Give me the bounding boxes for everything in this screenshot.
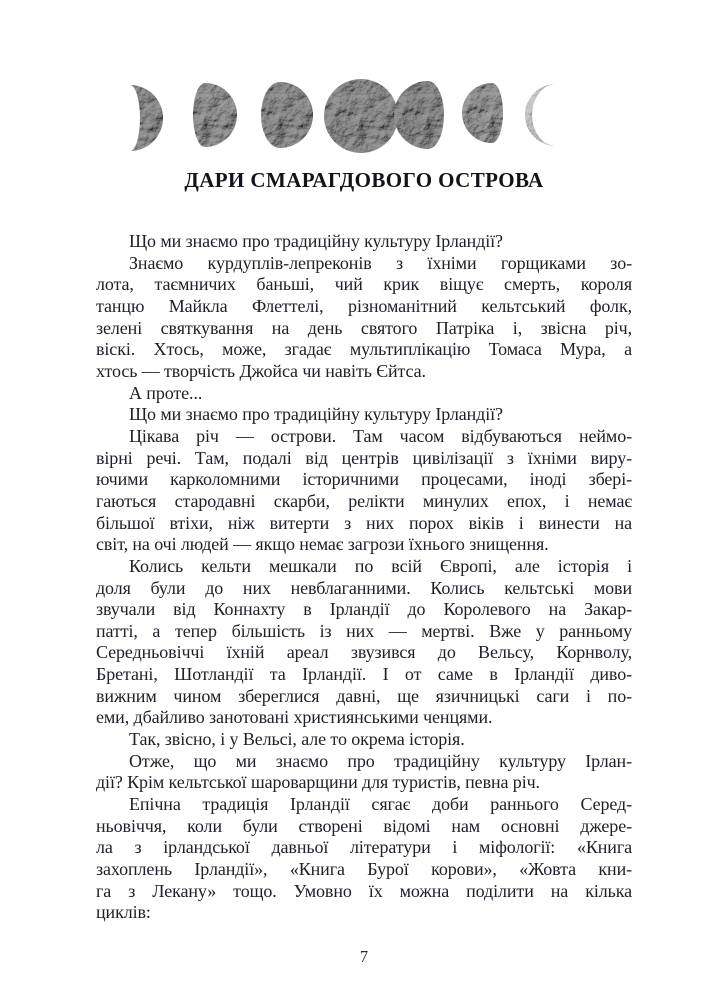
paragraph — [96, 253, 632, 383]
paragraph — [96, 231, 632, 253]
text-line: Що ми знаємо про традиційну культуру Ірландії? — [129, 404, 503, 425]
text-line: ючими карколомними історичними процесами, іноді збері- — [96, 469, 632, 490]
text-line: еми, дбайливо занотовані християнськими ченцями. — [96, 707, 493, 728]
text-line: Отже, що ми знаємо про традиційну культуру Ірлан- — [129, 750, 632, 771]
paragraph — [96, 404, 632, 426]
text-line: віскі. Хтось, може, згадає мультиплікацію Томаса Мура, а — [96, 339, 632, 360]
body-text — [96, 231, 632, 924]
waxing-crescent-moon — [130, 85, 163, 151]
text-line: звучали від Коннахту в Ірландії до Королевого на Закар- — [96, 599, 632, 620]
waxing-gibbous-moon — [261, 82, 313, 148]
text-line: вірні речі. Там, подалі від центрів цивілізації з їхніми виру- — [96, 447, 632, 468]
page-number: 7 — [359, 947, 369, 966]
text-line: хтось — творчість Джойса чи навіть Єйтса. — [96, 360, 426, 381]
paragraph — [96, 556, 632, 729]
moon-phases-illustration — [0, 0, 728, 170]
waning-crescent-moon — [525, 84, 556, 146]
text-line: вижним чином збереглися давні, ще язичницькі саги і по- — [96, 685, 632, 706]
text-line: А проте... — [129, 382, 203, 403]
full-moon — [324, 79, 398, 153]
last-quarter-moon — [462, 83, 503, 143]
first-quarter-moon — [193, 83, 237, 147]
paragraph — [96, 794, 632, 924]
text-line: ньовіччя, коли були створені відомі нам основні джере- — [96, 815, 632, 836]
text-line: зелені святкування на день святого Патріка і, звісна річ, — [96, 317, 632, 338]
text-line: лота, таємничих баньші, чий крик віщує смерть, короля — [96, 274, 632, 295]
chapter-title: ДАРИ СМАРАГДОВОГО ОСТРОВА — [184, 168, 544, 192]
waning-gibbous-moon — [394, 81, 444, 149]
text-line: Бретані, Шотландії та Ірландії. І от саме в Ірландії диво- — [96, 664, 632, 685]
text-line: Епічна традиція Ірландії сягає доби раннього Серед- — [129, 794, 632, 815]
moon-phases-svg — [0, 0, 728, 170]
text-line: Середньовіччі їхній ареал звузився до Вельсу, Корнволу, — [96, 642, 632, 663]
text-line: циклів: — [96, 902, 151, 923]
text-line: захоплень Ірландії», «Книга Бурої корови», «Жовта кни- — [96, 859, 632, 880]
text-line: Так, звісно, і у Вельсі, але то окрема історія. — [129, 729, 465, 750]
text-line: гаються стародавні скарби, релікти минулих епох, і немає — [96, 490, 632, 511]
text-line: світ, на очі людей — якщо немає загрози їхнього знищення. — [96, 534, 549, 555]
text-line: ла з ірландської давньої літератури і міфології: «Книга — [96, 837, 632, 858]
paragraph — [96, 751, 632, 794]
paragraph — [96, 729, 632, 751]
text-line: га з Лекану» тощо. Умовно їх можна поділити на кілька — [96, 880, 632, 901]
text-line: Колись кельти мешкали по всій Європі, але історія і — [129, 555, 632, 576]
text-line: Що ми знаємо про традиційну культуру Ірландії? — [129, 231, 503, 251]
text-line: більшої втіхи, ніж витерти з них порох віків і винести на — [96, 512, 632, 533]
text-line: дії? Крім кельтської шароварщини для туристів, певна річ. — [96, 772, 540, 793]
text-line: патті, а тепер більшість із них — мертві. Вже у ранньому — [96, 620, 632, 641]
text-line: танцю Майкла Флеттелі, різноманітний кельтський фолк, — [96, 295, 632, 316]
paragraph — [96, 383, 632, 405]
text-line: Знаємо курдуплів-лепреконів з їхніми горщиками зо- — [129, 252, 632, 273]
paragraph — [96, 426, 632, 556]
text-line: доля були до них невблаганними. Колись кельтські мови — [96, 577, 632, 598]
text-line: Цікава річ — острови. Там часом відбуваються неймо- — [129, 425, 632, 446]
